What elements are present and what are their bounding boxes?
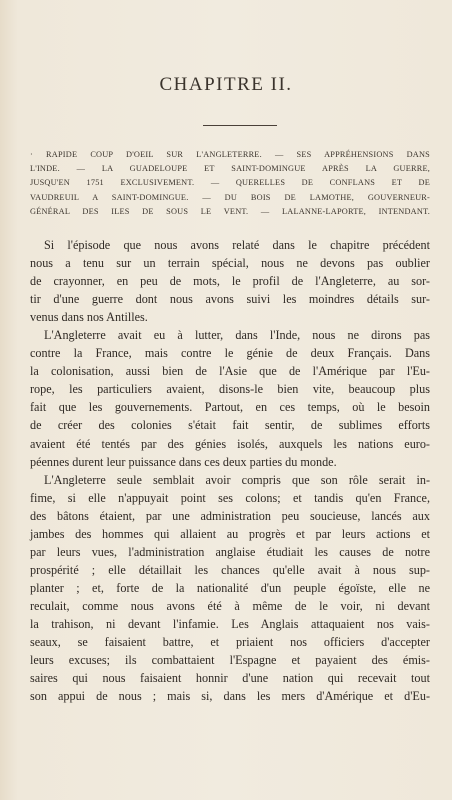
text-line: Si l'épisode que nous avons relaté dans le chapitre précédent xyxy=(44,238,430,252)
text-line: la trahison, ni devant l'infamie. Les Anglais attaquaient nos vais- xyxy=(30,616,430,631)
paragraph xyxy=(30,471,430,706)
paragraph xyxy=(30,326,430,470)
text-line: venus dans nos Antilles. xyxy=(30,310,148,325)
text-line: seaux, se faisaient battre, et priaient nos officiers d'accepter xyxy=(30,635,430,650)
text-line: de crayonner, en peu de mots, le profil de l'Angleterre, au sor- xyxy=(30,274,430,289)
text-line: rope, les particuliers avaient, disons-le bien vite, beaucoup plus xyxy=(30,382,430,397)
text-line: la colonisation, aussi bien de l'Asie que de l'Amérique par l'Eu- xyxy=(30,364,430,379)
chapter-title: CHAPITRE II. xyxy=(159,74,293,95)
text-line: de créer des colonies s'était fait sentir, de sublimes efforts xyxy=(30,418,430,433)
text-line: péennes durent leur puissance dans ces deux parties du monde. xyxy=(30,454,337,469)
text-line: saires qui nous faisaient honnir d'une nation qui recevait tout xyxy=(30,671,430,686)
text-line: nous a tenu sur un terrain spécial, nous ne devons pas oublier xyxy=(30,256,430,271)
summary-line: · RAPIDE COUP D'OEIL SUR L'ANGLETERRE. — SES APPRÉHENSIONS DANS xyxy=(30,150,430,159)
title-divider xyxy=(203,125,277,126)
text-line: des bâtons étaient, par une administration peu soucieuse, lancés aux xyxy=(30,508,430,523)
summary-line: JUSQU'EN 1751 EXCLUSIVEMENT. — QUERELLES DE CONFLANS ET DE xyxy=(30,178,430,188)
text-line: L'Angleterre seule semblait avoir compris que son rôle serait in- xyxy=(44,472,430,487)
text-line: reculait, comme nous avons été à même de le voir, ni devant xyxy=(30,598,430,613)
summary-line: L'INDE. — LA GUADELOUPE ET SAINT-DOMINGUE APRÈS LA GUERRE, xyxy=(30,164,430,174)
text-line: tir d'une guerre dont nous avons suivi les moindres détails sur- xyxy=(30,292,430,307)
text-line: son appui de nous ; mais si, dans les mers d'Amérique et d'Eu- xyxy=(30,689,430,704)
text-line: prospérité ; elle détaillait les chances qu'elle avait à nous sup- xyxy=(30,562,430,577)
text-line: leurs excuses; ils combattaient l'Espagne et payaient des émis- xyxy=(30,653,430,668)
text-line: contre la France, mais contre le génie de deux Français. Dans xyxy=(30,346,430,361)
text-line: L'Angleterre avait eu à lutter, dans l'Inde, nous ne dirons pas xyxy=(44,328,430,343)
paragraph xyxy=(30,236,430,326)
text-line: fime, si elle n'appuyait point ses colons; et tandis qu'en France, xyxy=(30,490,430,505)
text-line: avaient été tentés par des génies isolés, auxquels les nations euro- xyxy=(30,436,430,451)
chapter-summary xyxy=(30,148,430,219)
summary-line: VAUDREUIL A SAINT-DOMINGUE. — DU BOIS DE LAMOTHE, GOUVERNEUR- xyxy=(30,192,430,202)
summary-line: GÉNÉRAL DES ILES DE SOUS LE VENT. — LALANNE-LAPORTE, INTENDANT. xyxy=(30,206,430,216)
text-line: jambes des hommes qui allaient au progrès et par leurs actions et xyxy=(30,526,430,541)
text-line: par leurs vues, l'administration anglaise étudiait les causes de notre xyxy=(30,544,430,559)
text-line: planter ; et, forte de la nationalité d'un peuple égoïste, elle ne xyxy=(30,580,430,595)
text-line: fait que les gouvernements. Partout, en ces temps, où le besoin xyxy=(30,400,430,415)
chapter-body xyxy=(30,236,430,705)
